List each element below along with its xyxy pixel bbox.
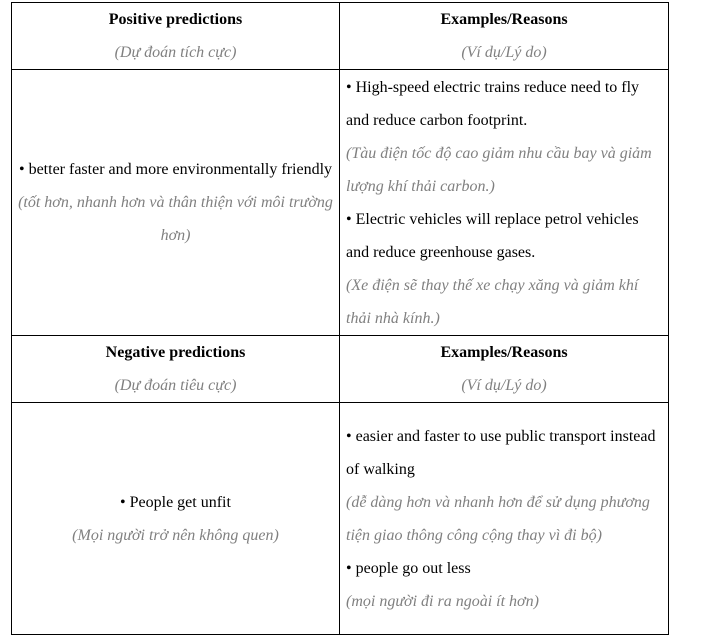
- header-title: Positive predictions: [108, 11, 243, 28]
- negative-examples-header: [340, 336, 669, 403]
- positive-header-row: [12, 3, 669, 70]
- positive-body-row: [12, 70, 669, 336]
- header-translation: (Ví dụ/Lý do): [461, 44, 547, 61]
- positive-examples-cell: [340, 70, 669, 336]
- example-text: • easier and faster to use public transport instead of walking: [346, 427, 656, 478]
- example-translation: (Xe điện sẽ thay thế xe chạy xăng và giảm khí thải nhà kính.): [346, 276, 639, 327]
- prediction-text: • better faster and more environmentally friendly: [18, 161, 333, 178]
- header-translation: (Ví dụ/Lý do): [461, 377, 547, 394]
- header-title: Negative predictions: [105, 344, 246, 361]
- prediction-translation: (Mọi người trở nên không quen): [72, 526, 279, 544]
- header-translation: (Dự đoán tích cực): [114, 44, 237, 61]
- header-title: Examples/Reasons: [440, 344, 568, 361]
- prediction-text: • People get unfit: [120, 493, 231, 511]
- positive-prediction-cell: [12, 70, 340, 336]
- positive-predictions-header: [12, 3, 340, 70]
- negative-body-row: [12, 403, 669, 635]
- negative-header-row: [12, 336, 669, 403]
- example-translation: (mọi người đi ra ngoài ít hơn): [346, 592, 539, 610]
- example-translation: (Tàu điện tốc độ cao giảm nhu cầu bay và giảm lượng khí thải carbon.): [346, 144, 652, 195]
- example-text: • Electric vehicles will replace petrol vehicles and reduce greenhouse gases.: [346, 210, 639, 261]
- example-text: • people go out less: [346, 559, 471, 577]
- header-translation: (Dự đoán tiêu cực): [114, 377, 237, 394]
- example-text: • High-speed electric trains reduce need to fly and reduce carbon footprint.: [346, 78, 640, 129]
- positive-examples-header: [340, 3, 669, 70]
- example-translation: (dễ dàng hơn và nhanh hơn để sử dụng phương tiện giao thông công cộng thay vì đi bộ): [346, 493, 650, 544]
- negative-prediction-cell: [12, 403, 340, 635]
- prediction-translation: (tốt hơn, nhanh hơn và thân thiện với môi trường hơn): [18, 194, 333, 244]
- header-title: Examples/Reasons: [440, 11, 568, 28]
- negative-examples-cell: [340, 403, 669, 635]
- predictions-table: [11, 2, 669, 635]
- negative-predictions-header: [12, 336, 340, 403]
